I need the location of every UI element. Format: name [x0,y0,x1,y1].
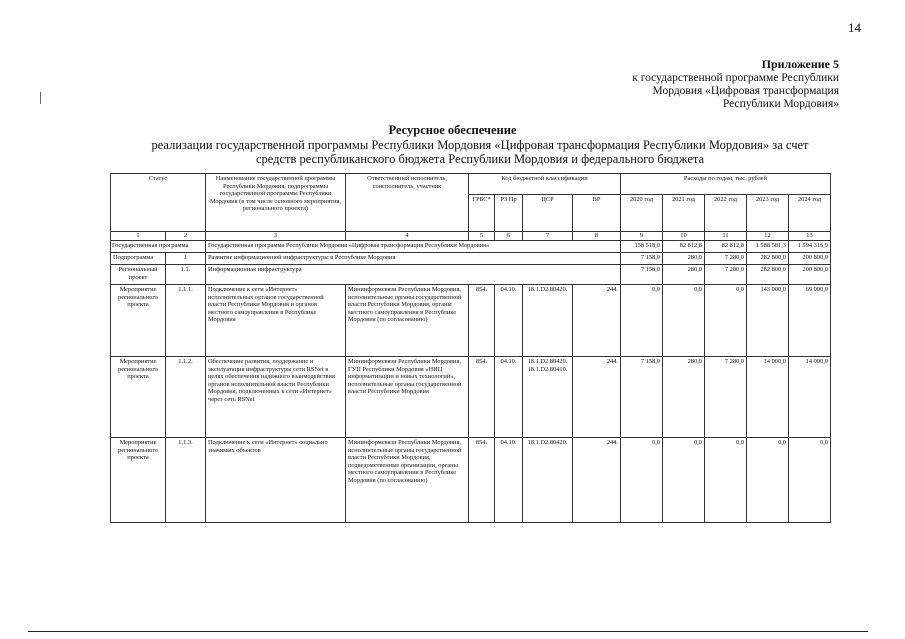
activity-row [111,357,831,438]
appendix-block [579,58,839,111]
row-responsible: Мининформсвязи Республики Мордовия, исполнительные органы государственной власти Республики Мордовия, подведомственные организации, органы местного самоуправления в Республике Мордовия (по согласованию) [346,438,469,523]
row-code: 1.1. [166,265,206,285]
row-name: Подключение к сети «Интернет» исполнительных органов государственной власти Республики Мордовия и органов местного самоуправления в Республике Мордовия [206,285,346,357]
value-2024: 69 000,0 [789,285,831,357]
header-2024: 2024 год [789,195,831,232]
value-2020: 7 158,0 [621,357,663,438]
value-2023: 143 000,0 [747,285,789,357]
column-number: 4 [346,232,469,241]
row-grbs: 854. [469,357,495,438]
value-2020: 0,0 [621,285,663,357]
row-status: Мероприятие регионального проекта [111,438,166,523]
page-number: 14 [848,20,861,35]
header-csr: ЦСР [523,195,573,232]
row-csr: 18.1.D2.80420. [523,285,573,357]
row-csr: 18.1.D2.80420. [523,438,573,523]
scan-margin-mark [40,92,41,104]
column-number: 7 [523,232,573,241]
header-status: Статус [111,174,206,232]
row-grbs: 854. [469,285,495,357]
row-rz-pr: 04.10. [495,438,523,523]
row-vr: 244. [573,285,621,357]
header-2020: 2020 год [621,195,663,232]
row-vr: 244. [573,438,621,523]
row-title: Информационная инфраструктура [206,265,621,285]
value-2020: 158 518,0 [621,241,663,253]
header-rz-pr: РЗ Пр [495,195,523,232]
header-2021: 2021 год [663,195,705,232]
value-2021: 280,0 [663,265,705,285]
column-number: 9 [621,232,663,241]
value-2021: 280,0 [663,253,705,265]
header-budget-code: Код бюджетной классификации [469,174,621,195]
document-title: Ресурсное обеспечение [388,123,517,137]
row-title: Развитие информационной инфраструктуры в Республике Мордовия [206,253,621,265]
header-vr: ВР [573,195,621,232]
page-bottom-rule [28,631,868,632]
value-2023: 282 800,0 [747,265,789,285]
value-2024: 200 800,0 [789,265,831,285]
row-code: 1.1.3. [166,438,206,523]
row-status: Подпрограмма [111,253,166,265]
row-code: 1 [166,253,206,265]
header-name: Наименование государственной программы Республики Мордовия, подпрограммы государственной программы Республики Мордовия (в том числе основного мероприятия, регионального проекта) [206,174,346,232]
value-2021: 0,0 [663,285,705,357]
appendix-line: Республики Мордовия» [722,98,839,110]
column-number: 3 [206,232,346,241]
header-row [111,174,831,195]
row-name: Подключение к сети «Интернет» социально значимых объектов [206,438,346,523]
value-2023: 14 000,0 [747,357,789,438]
appendix-line: к государственной программе Республики [632,72,839,84]
row-responsible: Мининформсвязи Республики Мордовия, исполнительные органы государственной власти Республики Мордовия, органы местного самоуправления в Республике Мордовия (по согласованию) [346,285,469,357]
value-2021: 280,0 [663,357,705,438]
column-number: 2 [166,232,206,241]
row-status: Региональный проект [111,265,166,285]
activity-row [111,285,831,357]
value-2022: 7 280,0 [705,265,747,285]
value-2020: 7 158,0 [621,253,663,265]
value-2024: 14 000,0 [789,357,831,438]
activity-row [111,438,831,523]
column-number: 10 [663,232,705,241]
value-2022: 7 280,0 [705,357,747,438]
column-number: 13 [789,232,831,241]
row-status: Мероприятие регионального проекта [111,285,166,357]
value-2023: 1 588 581,3 [747,241,789,253]
row-vr: 244. [573,357,621,438]
header-responsible: Ответственный исполнитель, соисполнитель, участник [346,174,469,232]
value-2024: 1 594 316,9 [789,241,831,253]
value-2021: 82 812,8 [663,241,705,253]
value-2022: 7 280,0 [705,253,747,265]
row-responsible: Мининформсвязи Республики Мордовия, ГУП Республики Мордовия «НИЦ информатизации и новых технологий», исполнительные органы государственной власти Республики Мордовия [346,357,469,438]
column-number: 12 [747,232,789,241]
column-number-row [111,232,831,241]
value-2020: 0,0 [621,438,663,523]
value-2022: 82 812,8 [705,241,747,253]
value-2021: 0,0 [663,438,705,523]
appendix-title: Приложение 5 [761,57,839,71]
header-grbs: ГРБС* [469,195,495,232]
header-expenses: Расходы по годам, тыс. рублей [621,174,831,195]
value-2022: 0,0 [705,285,747,357]
header-2023: 2023 год [747,195,789,232]
row-rz-pr: 04.10. [495,285,523,357]
row-csr: 18.1.D2.80420. 18.1.D2.80410. [523,357,573,438]
column-number: 1 [111,232,166,241]
value-2024: 200 800,0 [789,253,831,265]
row-title: Государственная программа Республики Мордовия «Цифровая трансформация Республики Мордовия» [206,241,621,253]
subprogram-row [111,253,831,265]
value-2022: 0,0 [705,438,747,523]
header-2022: 2022 год [705,195,747,232]
row-status: Государственная программа [111,241,206,253]
value-2023: 0,0 [747,438,789,523]
program-row [111,241,831,253]
value-2020: 7 158,0 [621,265,663,285]
column-number: 6 [495,232,523,241]
row-grbs: 854. [469,438,495,523]
row-status: Мероприятие регионального проекта [111,357,166,438]
column-number: 5 [469,232,495,241]
row-code: 1.1.2. [166,357,206,438]
row-code: 1.1.1. [166,285,206,357]
column-number: 8 [573,232,621,241]
regional-project-row [111,265,831,285]
row-rz-pr: 04.10. [495,357,523,438]
row-name: Обеспечение развития, поддержание и эксплуатация инфраструктуры сети RSNet в целях обеспечения надежного взаимодействия органов исполнительной власти Республики Мордовия, подключенных к сети «Интернет» через сеть RSNet [206,357,346,438]
resource-table [110,173,831,523]
value-2023: 282 800,0 [747,253,789,265]
value-2024: 0,0 [789,438,831,523]
appendix-line: Мордовия «Цифровая трансформация [652,85,839,97]
document-subtitle: реализации государственной программы Республики Мордовия «Цифровая трансформация Республики Мордовия» за счет средств республиканского бюджета Республики Мордовия и федерального бюджета [151,138,809,166]
column-number: 11 [705,232,747,241]
